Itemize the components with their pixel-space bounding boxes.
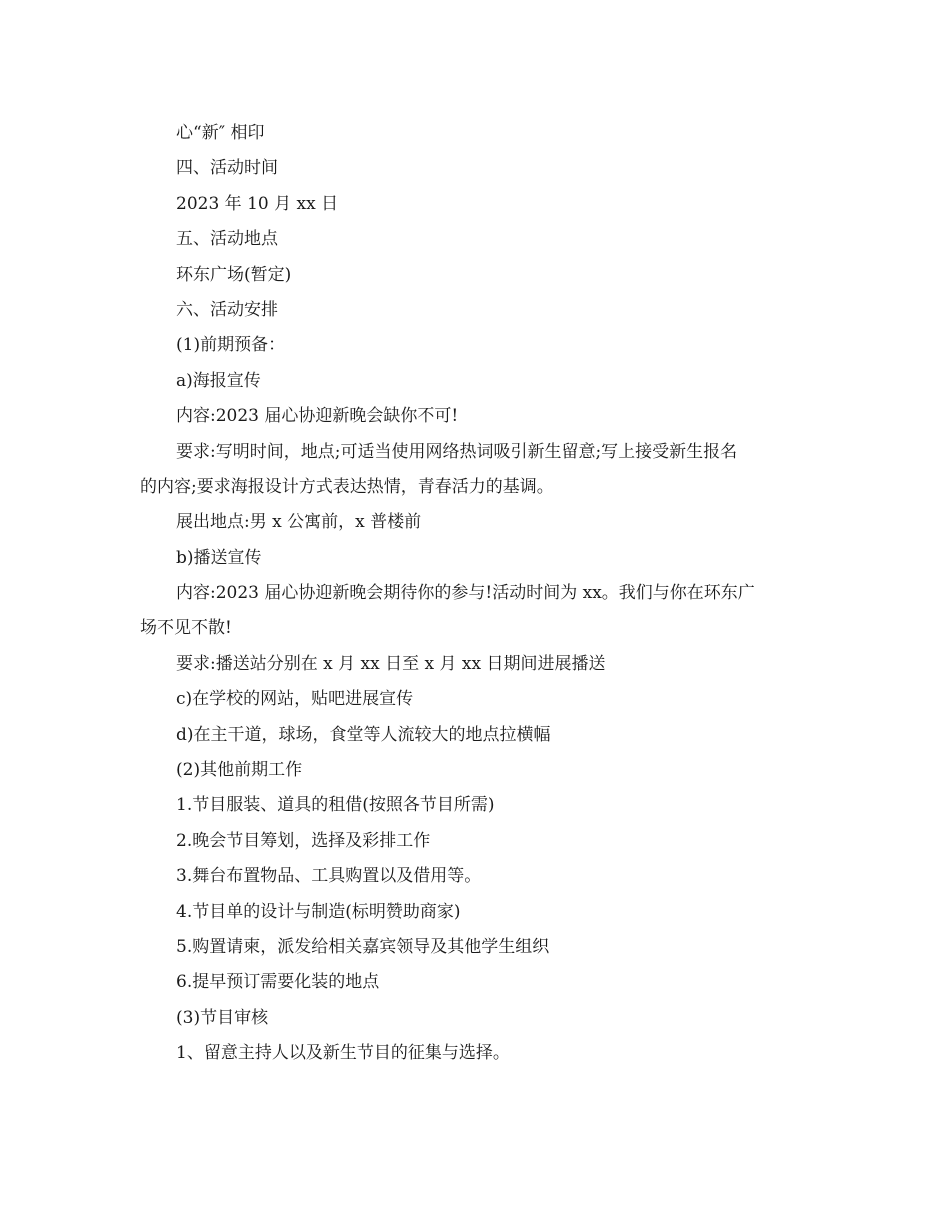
list-item: 1、留意主持人以及新生节目的征集与选择。 xyxy=(176,1043,510,1064)
text-line-continuation: 场不见不散! xyxy=(140,618,232,639)
list-item: 6.提早预订需要化装的地点 xyxy=(176,972,380,993)
list-item: 2.晚会节目筹划，选择及彩排工作 xyxy=(176,830,431,851)
text-line: 要求:播送站分别在 x 月 xx 日至 x 月 xx 日期间进展播送 xyxy=(176,653,606,674)
list-item: 3.舞台布置物品、工具购置以及借用等。 xyxy=(176,866,482,887)
subsection-heading: (3)节目审核 xyxy=(176,1007,269,1028)
text-line: 2023 年 10 月 xx 日 xyxy=(176,193,339,214)
text-line: 内容:2023 届心协迎新晚会期待你的参与!活动时间为 xx。我们与你在环东广 xyxy=(176,583,755,604)
text-line-continuation: 的内容;要求海报设计方式表达热情，青春活力的基调。 xyxy=(140,476,554,497)
text-line: 心“新″ 相印 xyxy=(176,123,265,143)
list-item: d)在主干道，球场，食堂等人流较大的地点拉横幅 xyxy=(176,724,551,745)
subsection-heading: (1)前期预备： xyxy=(176,335,286,356)
section-heading: 四、活动时间 xyxy=(176,158,278,179)
section-heading: 五、活动地点 xyxy=(176,229,278,250)
list-item: 5.购置请柬，派发给相关嘉宾领导及其他学生组织 xyxy=(176,936,550,957)
text-line: 要求:写明时间，地点;可适当使用网络热词吸引新生留意;写上接受新生报名 xyxy=(176,441,738,462)
list-item: a)海报宣传 xyxy=(176,370,261,391)
text-line: 内容:2023 届心协迎新晚会缺你不可! xyxy=(176,406,459,427)
text-line: 环东广场(暂定) xyxy=(176,264,292,285)
list-item: 1.节目服装、道具的租借(按照各节目所需) xyxy=(176,795,495,816)
section-heading: 六、活动安排 xyxy=(176,299,278,320)
subsection-heading: (2)其他前期工作 xyxy=(176,760,303,781)
list-item: 4.节目单的设计与制造(标明赞助商家) xyxy=(176,901,461,922)
text-line: 展出地点:男 x 公寓前，x 普楼前 xyxy=(176,512,422,533)
list-item: c)在学校的网站，贴吧进展宣传 xyxy=(176,689,414,710)
document-body xyxy=(140,116,812,1072)
list-item: b)播送宣传 xyxy=(176,547,262,568)
